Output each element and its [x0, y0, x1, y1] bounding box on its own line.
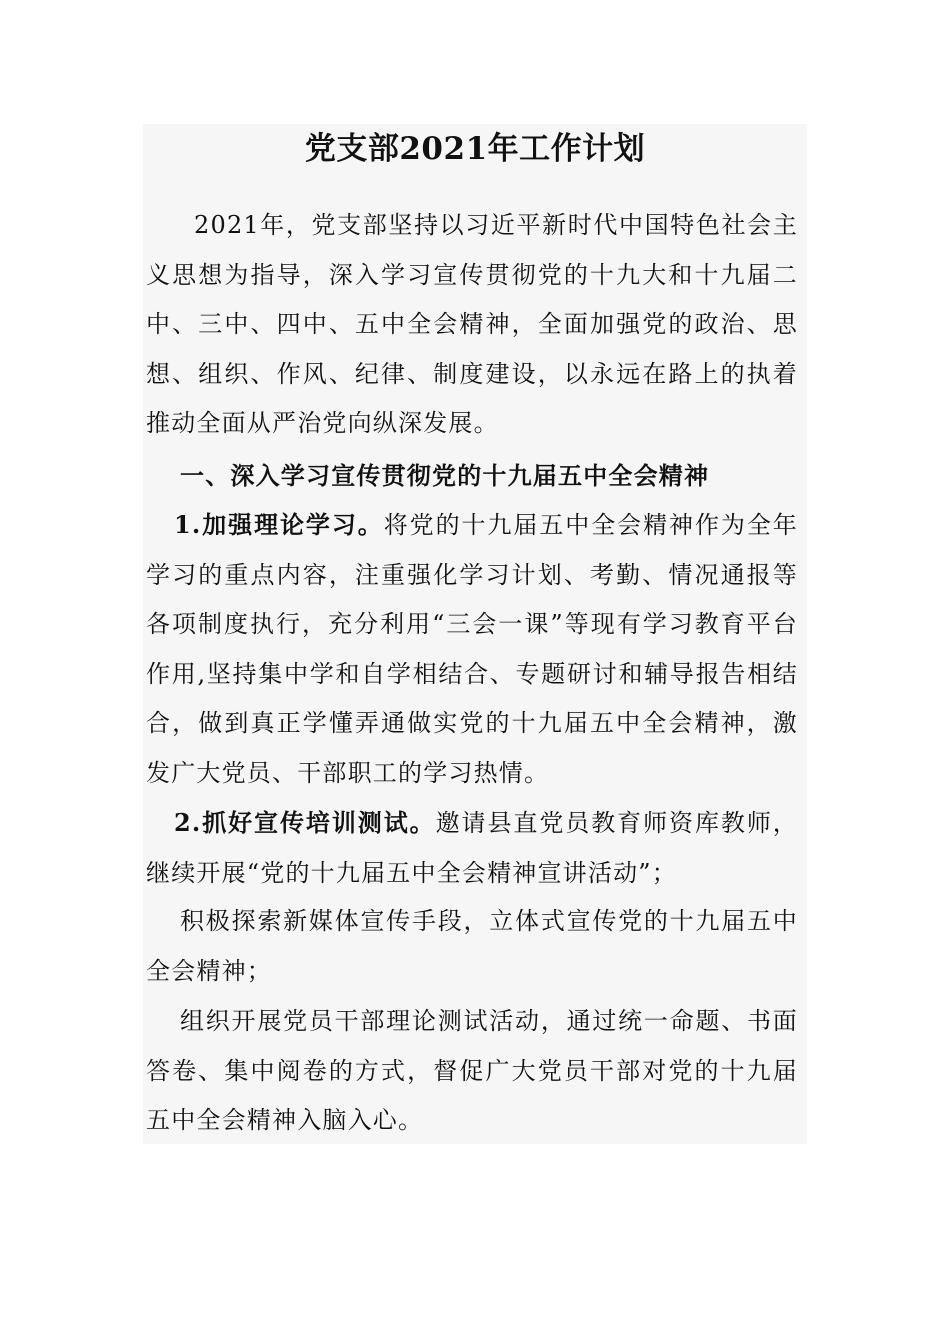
- item-one-text: 将党的十九届五中全会精神作为全年学习的重点内容，注重强化学习计划、考勤、情况通报等各项制度执行，充分利用“三会一课”等现有学习教育平台作用,坚持集中学和自学相结合、专题研讨和辅导报告相结合，做到真正学懂弄通做实党的十九届五中全会精神，激发广大党员、干部职工的学习热情。: [146, 511, 798, 787]
- item-two-paragraph: [146, 798, 798, 898]
- item-two-paragraph-2: 积极探索新媒体宣传手段，立体式宣传党的十九届五中全会精神；: [146, 907, 798, 985]
- section-one-heading: 一、深入学习宣传贯彻党的十九届五中全会精神: [180, 461, 710, 490]
- intro-paragraph: 2021年，党支部坚持以习近平新时代中国特色社会主义思想为指导，深入学习宣传贯彻党的十九大和十九届二中、三中、四中、五中全会精神，全面加强党的政治、思想、组织、作风、纪律、制度建设，以永远在路上的执着推动全面从严治党向纵深发展。: [146, 211, 798, 438]
- document-title: 党支部2021年工作计划: [304, 131, 646, 167]
- item-one-lead: 1.加强理论学习。: [174, 510, 384, 539]
- item-two-paragraph-3: 组织开展党员干部理论测试活动，通过统一命题、书面答卷、集中阅卷的方式，督促广大党员干部对党的十九届五中全会精神入脑入心。: [146, 1007, 798, 1135]
- item-one-paragraph: [146, 500, 798, 799]
- item-two-text: 邀请县直党员教育师资库教师，继续开展“党的十九届五中全会精神宣讲活动”；: [146, 809, 798, 887]
- item-two-lead: 2.抓好宣传培训测试。: [174, 808, 436, 837]
